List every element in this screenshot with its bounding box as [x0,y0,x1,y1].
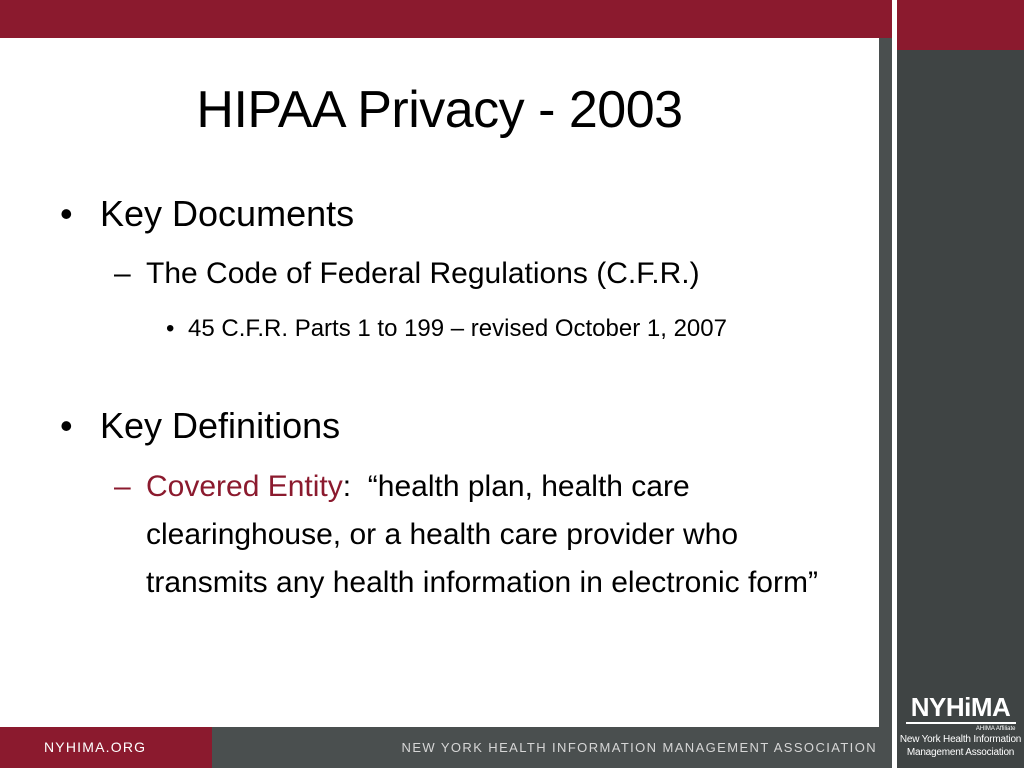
definition-quote: “health plan, health care clearinghouse, or a health care provider who transmits any health information in electronic form” [146,470,818,599]
top-banner [0,0,892,38]
footer-website: NYHIMA.ORG [0,727,212,768]
sub-sub-bullet-text: 45 C.F.R. Parts 1 to 199 – revised October 1, 2007 [188,315,727,342]
term-colon: : [342,470,352,503]
logo-wordmark: NYHiMA [910,692,1011,722]
divider-strip [879,38,892,768]
logo-subtitle-1: New York Health Information [899,734,1022,745]
logo-subtitle-2: Management Association [906,747,1015,758]
bullet-text: Key Definitions [100,405,341,446]
top-banner-right [897,0,1024,50]
dash-icon: – [114,470,131,503]
logo-affiliate: AHIMA Affiliate [975,726,1016,732]
nyhima-logo [897,690,1024,768]
definition-text [146,463,826,607]
footer-organization: NEW YORK HEALTH INFORMATION MANAGEMENT ASSOCIATION [212,727,879,768]
sub-bullet-text: The Code of Federal Regulations (C.F.R.) [146,257,700,290]
bullet-icon: • [166,315,175,342]
defined-term: Covered Entity [146,470,343,503]
bullet-icon: • [60,193,73,234]
dash-icon: – [114,257,131,290]
bullet-text: Key Documents [100,193,355,234]
side-panel [897,50,1024,768]
logo-rule [906,722,1016,724]
slide-title: HIPAA Privacy - 2003 [196,81,683,139]
bullet-icon: • [60,405,73,446]
